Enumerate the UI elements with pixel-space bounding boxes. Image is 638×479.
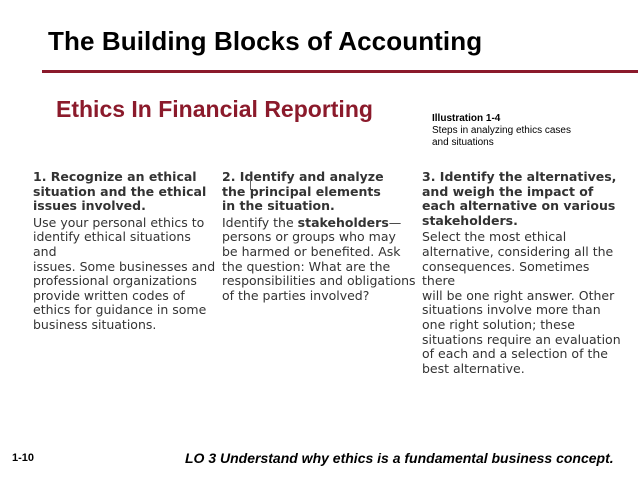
illustration-caption: Steps in analyzing ethics cases and situations (432, 125, 571, 148)
step-3-heading: 3. Identify the alternatives, and weigh the impact of each alternative on various stakeholders. (422, 169, 617, 228)
step-2-column (222, 170, 418, 303)
title-divider (42, 70, 638, 73)
learning-objective: LO 3 Understand why ethics is a fundamental business concept. (185, 450, 614, 466)
step-2-body-intro: Identify the (222, 214, 298, 230)
step-2-body-rest: — persons or groups who may be harmed or benefited. Ask the question: What are the responsibilities and obligations of the parties involved? (222, 214, 416, 303)
text-cursor-icon (250, 176, 253, 190)
step-3-body: Select the most ethical alternative, considering all the consequences. Sometimes there will be one right answer. Other situations involve more than one right solution; these situations require an evaluation of each and a selection of the best alternative. (422, 229, 621, 376)
step-1-column (33, 170, 218, 333)
step-2-heading: 2. Identify and analyze the principal elements in the situation. (222, 169, 384, 214)
step-1-heading: 1. Recognize an ethical situation and the ethical issues involved. (33, 169, 207, 214)
step-2-body-keyword: stakeholders (297, 214, 389, 230)
slide-number: 1-10 (12, 452, 35, 464)
slide-subtitle: Ethics In Financial Reporting (56, 96, 373, 122)
illustration-caption-block (432, 113, 622, 149)
slide-title: The Building Blocks of Accounting (48, 26, 483, 56)
step-2-body (222, 216, 418, 304)
illustration-label: Illustration 1-4 (432, 113, 501, 124)
step-1-body: Use your personal ethics to identify ethical situations and issues. Some businesses and professional organizations provide written codes of ethics for guidance in some business situations. (33, 214, 216, 332)
step-3-column (422, 170, 624, 376)
